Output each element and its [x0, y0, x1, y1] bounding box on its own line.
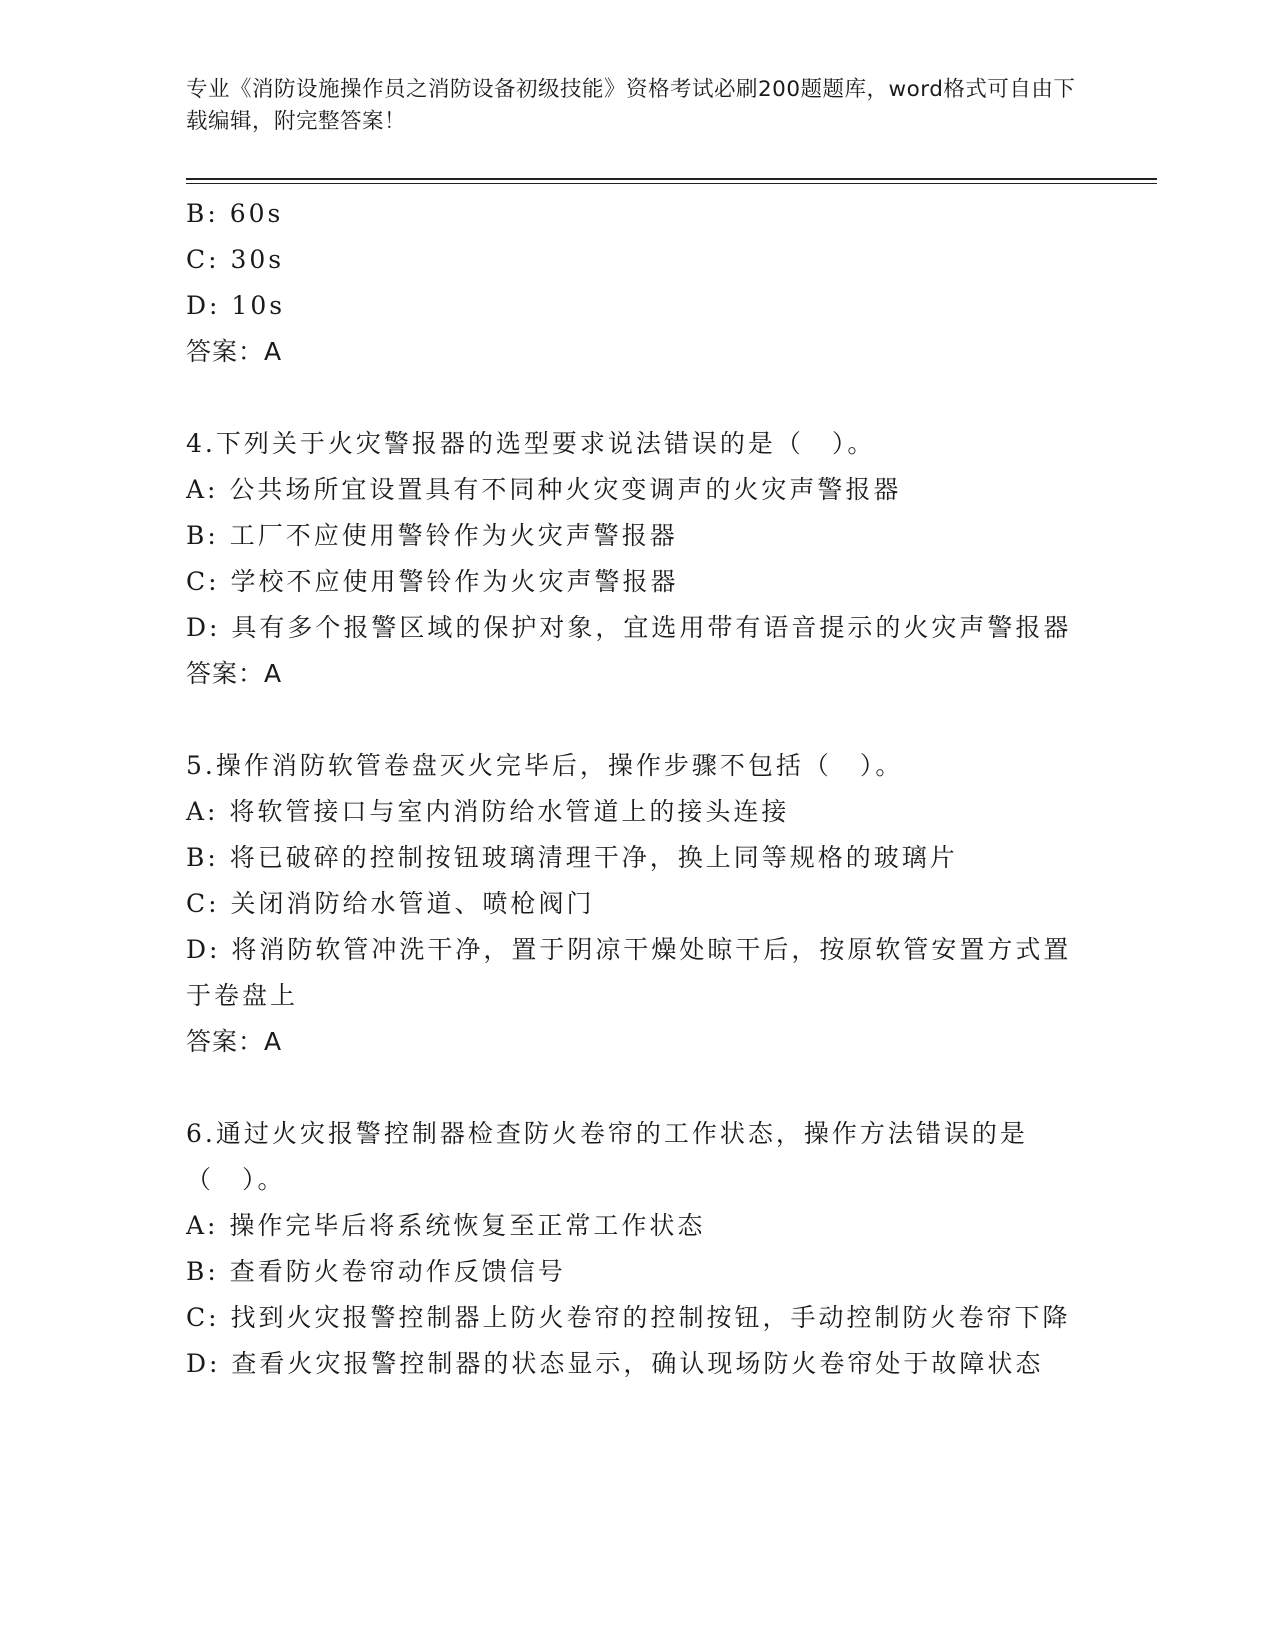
option-b: B: 将已破碎的控制按钮玻璃清理干净，换上同等规格的玻璃片	[186, 843, 958, 872]
header-divider-thin	[186, 183, 1157, 184]
option-c: C: 30s	[186, 245, 285, 274]
question-stem: 5.操作消防软管卷盘灭火完毕后，操作步骤不包括（ ）。	[186, 751, 904, 780]
option-c: C: 找到火灾报警控制器上防火卷帘的控制按钮，手动控制防火卷帘下降	[186, 1303, 1071, 1332]
option-c: C: 关闭消防给水管道、喷枪阀门	[186, 889, 595, 918]
question-stem: 6.通过火灾报警控制器检查防火卷帘的工作状态，操作方法错误的是（ ）。	[186, 1119, 1028, 1194]
answer-line: 答案：A	[186, 1027, 283, 1056]
answer-line: 答案：A	[186, 337, 283, 366]
question-4	[186, 421, 1086, 697]
spacer	[186, 1065, 1086, 1111]
question-6	[186, 1111, 1086, 1387]
option-d: D: 10s	[186, 291, 286, 320]
option-b: B: 查看防火卷帘动作反馈信号	[186, 1257, 566, 1286]
answer-line: 答案：A	[186, 659, 283, 688]
previous-question-tail	[186, 191, 1086, 375]
spacer	[186, 375, 1086, 421]
option-c: C: 学校不应使用警铃作为火灾声警报器	[186, 567, 679, 596]
option-b: B: 60s	[186, 199, 284, 228]
document-header: 专业《消防设施操作员之消防设备初级技能》资格考试必刷200题题库，word格式可自由下载编辑，附完整答案！	[186, 77, 1076, 134]
option-d: D: 具有多个报警区域的保护对象，宜选用带有语音提示的火灾声警报器	[186, 613, 1072, 642]
option-d: D: 将消防软管冲洗干净，置于阴凉干燥处晾干后，按原软管安置方式置于卷盘上	[186, 935, 1072, 1010]
spacer	[186, 697, 1086, 743]
question-stem: 4.下列关于火灾警报器的选型要求说法错误的是（ ）。	[186, 429, 876, 458]
option-d: D: 查看火灾报警控制器的状态显示，确认现场防火卷帘处于故障状态	[186, 1349, 1044, 1378]
question-5	[186, 743, 1086, 1065]
option-a: A: 将软管接口与室内消防给水管道上的接头连接	[186, 797, 790, 826]
option-b: B: 工厂不应使用警铃作为火灾声警报器	[186, 521, 678, 550]
option-a: A: 公共场所宜设置具有不同种火灾变调声的火灾声警报器	[186, 475, 902, 504]
question-content	[186, 191, 1086, 1387]
header-divider-thick	[186, 178, 1157, 180]
option-a: A: 操作完毕后将系统恢复至正常工作状态	[186, 1211, 706, 1240]
